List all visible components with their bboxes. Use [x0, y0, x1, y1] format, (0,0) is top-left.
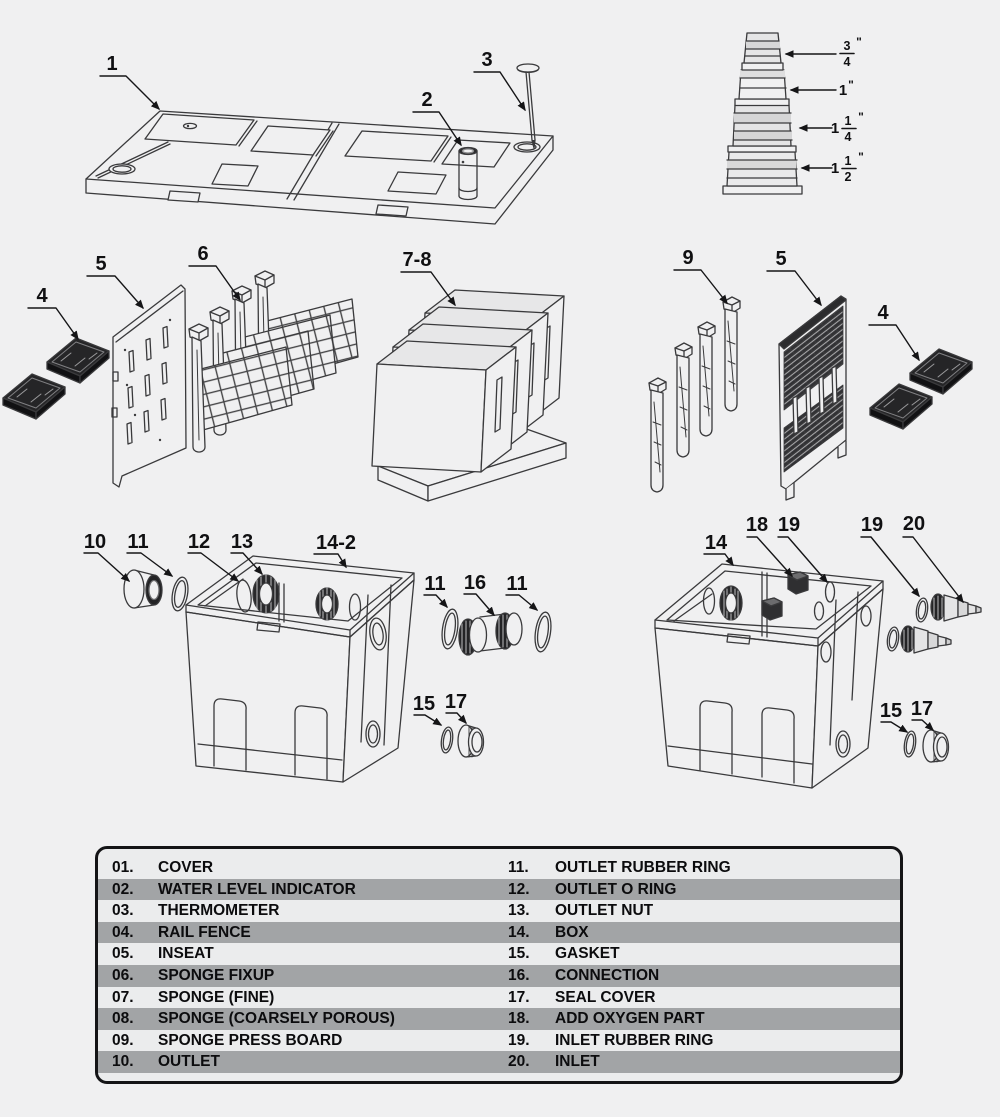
outlet-fitting [124, 570, 162, 608]
part-name: INLET [555, 1053, 600, 1071]
rail-fence-right-1 [910, 349, 972, 394]
gasket-seal-right [903, 730, 949, 762]
outlet-nut [253, 575, 279, 613]
callout-19-a: 19 [777, 514, 801, 536]
part-name: GASKET [555, 945, 620, 963]
part-name: SEAL COVER [555, 988, 656, 1006]
callout-4-right: 4 [877, 302, 889, 324]
rail-fence-right-2 [870, 384, 932, 429]
callout-5-left: 5 [95, 253, 107, 275]
size-3-4-den: 4 [843, 55, 851, 69]
size-1-1-2-num: 1 [844, 154, 852, 168]
filter-box-left [186, 556, 414, 782]
callout-6: 6 [197, 243, 209, 265]
part-number: 19. [508, 1031, 530, 1049]
part-name: THERMOMETER [158, 902, 280, 920]
callout-12: 12 [187, 531, 211, 553]
callout-17-b: 17 [910, 698, 934, 720]
callout-14: 14 [704, 532, 728, 554]
connection-fitting [459, 613, 522, 655]
callout-20: 20 [902, 513, 926, 535]
inseat-left [112, 285, 186, 487]
table-row [98, 1051, 900, 1073]
outlet-rubber-ring-c [533, 611, 553, 653]
svg-text:": " [858, 150, 864, 164]
part-number: 01. [112, 859, 134, 876]
table-row [98, 987, 900, 1009]
table-row [98, 965, 900, 987]
connection-group [440, 608, 553, 655]
gasket-seal-left [440, 725, 484, 757]
outlet-rubber-ring-b [440, 608, 460, 650]
inlet-rubber-ring-c [886, 626, 900, 651]
callout-11-b: 11 [424, 573, 446, 595]
rail-fence-left-1 [47, 338, 109, 383]
callout-15-b: 15 [879, 700, 903, 722]
part-number: 06. [112, 966, 134, 984]
gasket-a [440, 726, 455, 753]
part-name: INSEAT [158, 945, 214, 963]
part-number: 07. [112, 988, 134, 1006]
part-name: OUTLET O RING [555, 880, 677, 898]
callout-3: 3 [481, 49, 493, 71]
part-name: COVER [158, 859, 214, 876]
outlet-nut-2 [316, 588, 338, 620]
table-row [98, 943, 900, 965]
outlet-rubber-ring-a [170, 576, 191, 612]
inseat-right [779, 296, 846, 500]
part-number: 12. [508, 880, 530, 898]
part-number: 05. [112, 945, 134, 963]
sponge-press-boards [649, 297, 740, 492]
callout-10: 10 [83, 531, 107, 553]
table-row [98, 857, 900, 879]
size-1-whole: 1 [838, 82, 848, 99]
part-name: SPONGE PRESS BOARD [158, 1031, 343, 1049]
part-number: 17. [508, 988, 530, 1006]
table-row [98, 900, 900, 922]
part-name: OUTLET RUBBER RING [555, 859, 731, 876]
part-number: 04. [112, 923, 134, 941]
size-1-1-2-den: 2 [844, 170, 852, 184]
callout-11-c: 11 [506, 573, 528, 595]
callout-2: 2 [421, 89, 433, 111]
size-1-1-4-den: 4 [844, 130, 852, 144]
part-number: 09. [112, 1031, 134, 1049]
part-name: OUTLET [158, 1053, 220, 1071]
table-row [98, 1030, 900, 1052]
part-number: 20. [508, 1053, 530, 1071]
svg-text:": " [848, 78, 854, 92]
table-row [98, 1008, 900, 1030]
add-oxygen-part-2 [762, 598, 782, 620]
svg-text:": " [856, 35, 862, 49]
callout-15-a: 15 [412, 693, 436, 715]
part-number: 10. [112, 1053, 134, 1071]
outlet-nut-right [720, 586, 742, 620]
gasket-b [903, 730, 918, 757]
size-1-1-4-num: 1 [844, 114, 852, 128]
callout-9: 9 [682, 247, 694, 269]
part-name: ADD OXYGEN PART [555, 1010, 705, 1028]
size-1-1-2-whole: 1 [830, 160, 840, 177]
table-row [98, 922, 900, 944]
callout-4-left: 4 [36, 285, 48, 307]
svg-text:": " [858, 110, 864, 124]
part-name: OUTLET NUT [555, 902, 654, 920]
hose-adapter [723, 33, 802, 194]
inlet-fittings [886, 594, 981, 653]
callout-17-a: 17 [444, 691, 468, 713]
part-name: CONNECTION [555, 966, 660, 984]
part-number: 18. [508, 1010, 530, 1028]
size-1-1-4-whole: 1 [830, 120, 840, 137]
seal-cover-a [458, 725, 484, 757]
part-number: 03. [112, 902, 134, 920]
part-number: 02. [112, 880, 134, 898]
table-row [98, 879, 900, 901]
inlet-barb-2 [901, 626, 951, 653]
callout-18: 18 [745, 514, 769, 536]
callout-16: 16 [463, 572, 487, 594]
callout-19-b: 19 [860, 514, 884, 536]
inlet-barb-1 [931, 594, 981, 621]
size-3-4-num: 3 [843, 39, 851, 53]
part-name: SPONGE FIXUP [158, 966, 275, 984]
sponge-fixup-frames [189, 271, 358, 452]
cover-part [86, 111, 553, 224]
part-number: 13. [508, 902, 530, 920]
part-name: INLET RUBBER RING [555, 1031, 714, 1049]
callout-5-right: 5 [775, 248, 787, 270]
callout-13: 13 [230, 531, 254, 553]
part-name: SPONGE (FINE) [158, 988, 275, 1006]
part-name: SPONGE (COARSELY POROUS) [158, 1010, 395, 1028]
callout-7-8: 7-8 [402, 249, 432, 271]
parts-table [95, 846, 903, 1084]
part-number: 16. [508, 966, 530, 984]
sponge-blocks [372, 290, 566, 501]
seal-cover-b [923, 730, 949, 762]
callout-14-2: 14-2 [315, 532, 357, 554]
inlet-rubber-ring-b [915, 597, 929, 622]
callout-1: 1 [106, 53, 118, 75]
adapter-size-labels [831, 35, 864, 184]
part-number: 11. [508, 859, 529, 876]
part-number: 08. [112, 1010, 134, 1028]
rail-fence-left-2 [3, 374, 65, 419]
filter-box-right [655, 564, 883, 788]
part-name: BOX [555, 923, 589, 941]
callout-11-a: 11 [127, 531, 149, 553]
part-number: 15. [508, 945, 530, 963]
part-name: RAIL FENCE [158, 923, 251, 941]
part-name: WATER LEVEL INDICATOR [158, 880, 356, 898]
part-number: 14. [508, 923, 530, 941]
